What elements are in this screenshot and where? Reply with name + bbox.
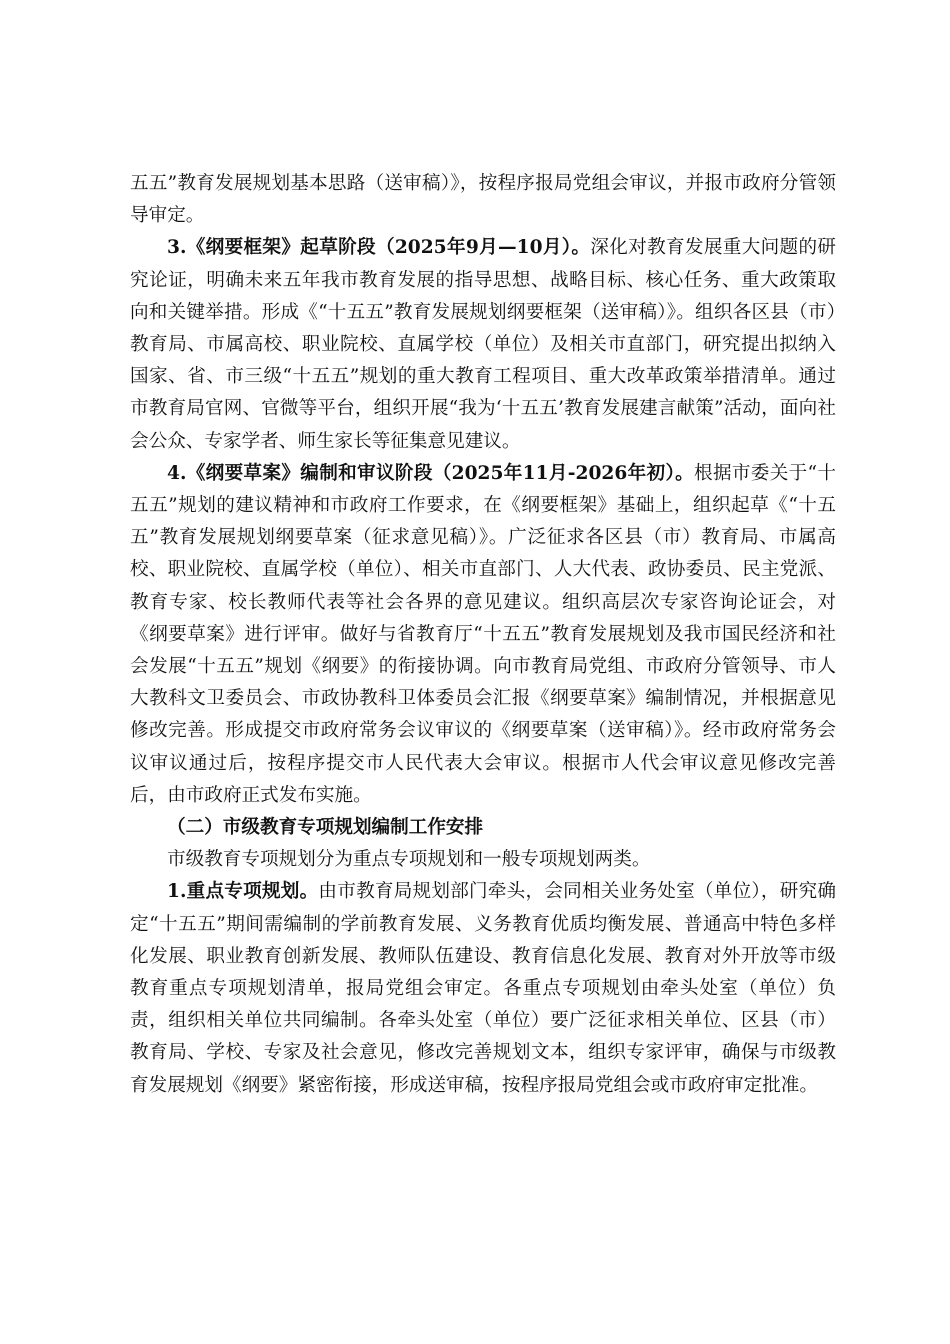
paragraph-stage-3 (130, 232, 836, 457)
stage-3-body: 深化对教育发展重大问题的研究论证，明确未来五年我市教育发展的指导思想、战略目标、核心任务、重大政策取向和关键举措。形成《“十五五”教育发展规划纲要框架（送审稿）》。组织各区县（市）教育局、市属高校、职业院校、直属学校（单位）及相关市直部门，研究提出拟纳入国家、省、市三级“十五五”规划的重大教育工程项目、重大改革政策举措清单。通过市教育局官网、官微等平台，组织开展“我为‘十五五’教育发展建言献策”活动，面向社会公众、专家学者、师生家长等征集意见建议。 (130, 237, 836, 452)
paragraph-continuation: 五五”教育发展规划基本思路（送审稿）》，按程序报局党组会审议，并报市政府分管领导审定。 (130, 173, 836, 227)
paragraph-key-special-plan (130, 876, 836, 1101)
stage-3-heading: 3.《纲要框架》起草阶段（2025年9月—10月）。 (167, 237, 591, 259)
paragraph-plan-types: 市级教育专项规划分为重点专项规划和一般专项规划两类。 (167, 849, 651, 871)
key-special-plan-body: 由市教育局规划部门牵头，会同相关业务处室（单位），研究确定“十五五”期间需编制的学前教育发展、义务教育优质均衡发展、普通高中特色多样化发展、职业教育创新发展、教师队伍建设、教育信息化发展、教育对外开放等市级教育重点专项规划清单，报局党组会审定。各重点专项规划由牵头处室（单位）负责，组织相关单位共同编制。各牵头处室（单位）要广泛征求相关单位、区县（市）教育局、学校、专家及社会意见，修改完善规划文本，组织专家评审，确保与市级教育发展规划《纲要》紧密衔接，形成送审稿，按程序报局党组会或市政府审定批准。 (130, 881, 836, 1096)
document-body (130, 168, 836, 1102)
key-special-plan-heading: 1.重点专项规划。 (167, 881, 319, 903)
section-heading-2: （二）市级教育专项规划编制工作安排 (167, 817, 484, 839)
stage-4-body: 根据市委关于“十五五”规划的建议精神和市政府工作要求，在《纲要框架》基础上，组织起草《“十五五”教育发展规划纲要草案（征求意见稿）》。广泛征求各区县（市）教育局、市属高校、职业院校、直属学校（单位）、相关市直部门、人大代表、政协委员、民主党派、教育专家、校长教师代表等社会各界的意见建议。组织高层次专家咨询论证会，对《纲要草案》进行评审。做好与省教育厅“十五五”教育发展规划及我市国民经济和社会发展“十五五”规划《纲要》的衔接协调。向市教育局党组、市政府分管领导、市人大教科文卫委员会、市政协教科卫体委员会汇报《纲要草案》编制情况，并根据意见修改完善。形成提交市政府常务会议审议的《纲要草案（送审稿）》。经市政府常务会议审议通过后，按程序提交市人民代表大会审议。根据市人代会审议意见修改完善后，由市政府正式发布实施。 (130, 462, 836, 806)
paragraph-stage-4 (130, 458, 836, 812)
stage-4-heading: 4.《纲要草案》编制和审议阶段（2025年11月-2026年初）。 (167, 462, 695, 484)
